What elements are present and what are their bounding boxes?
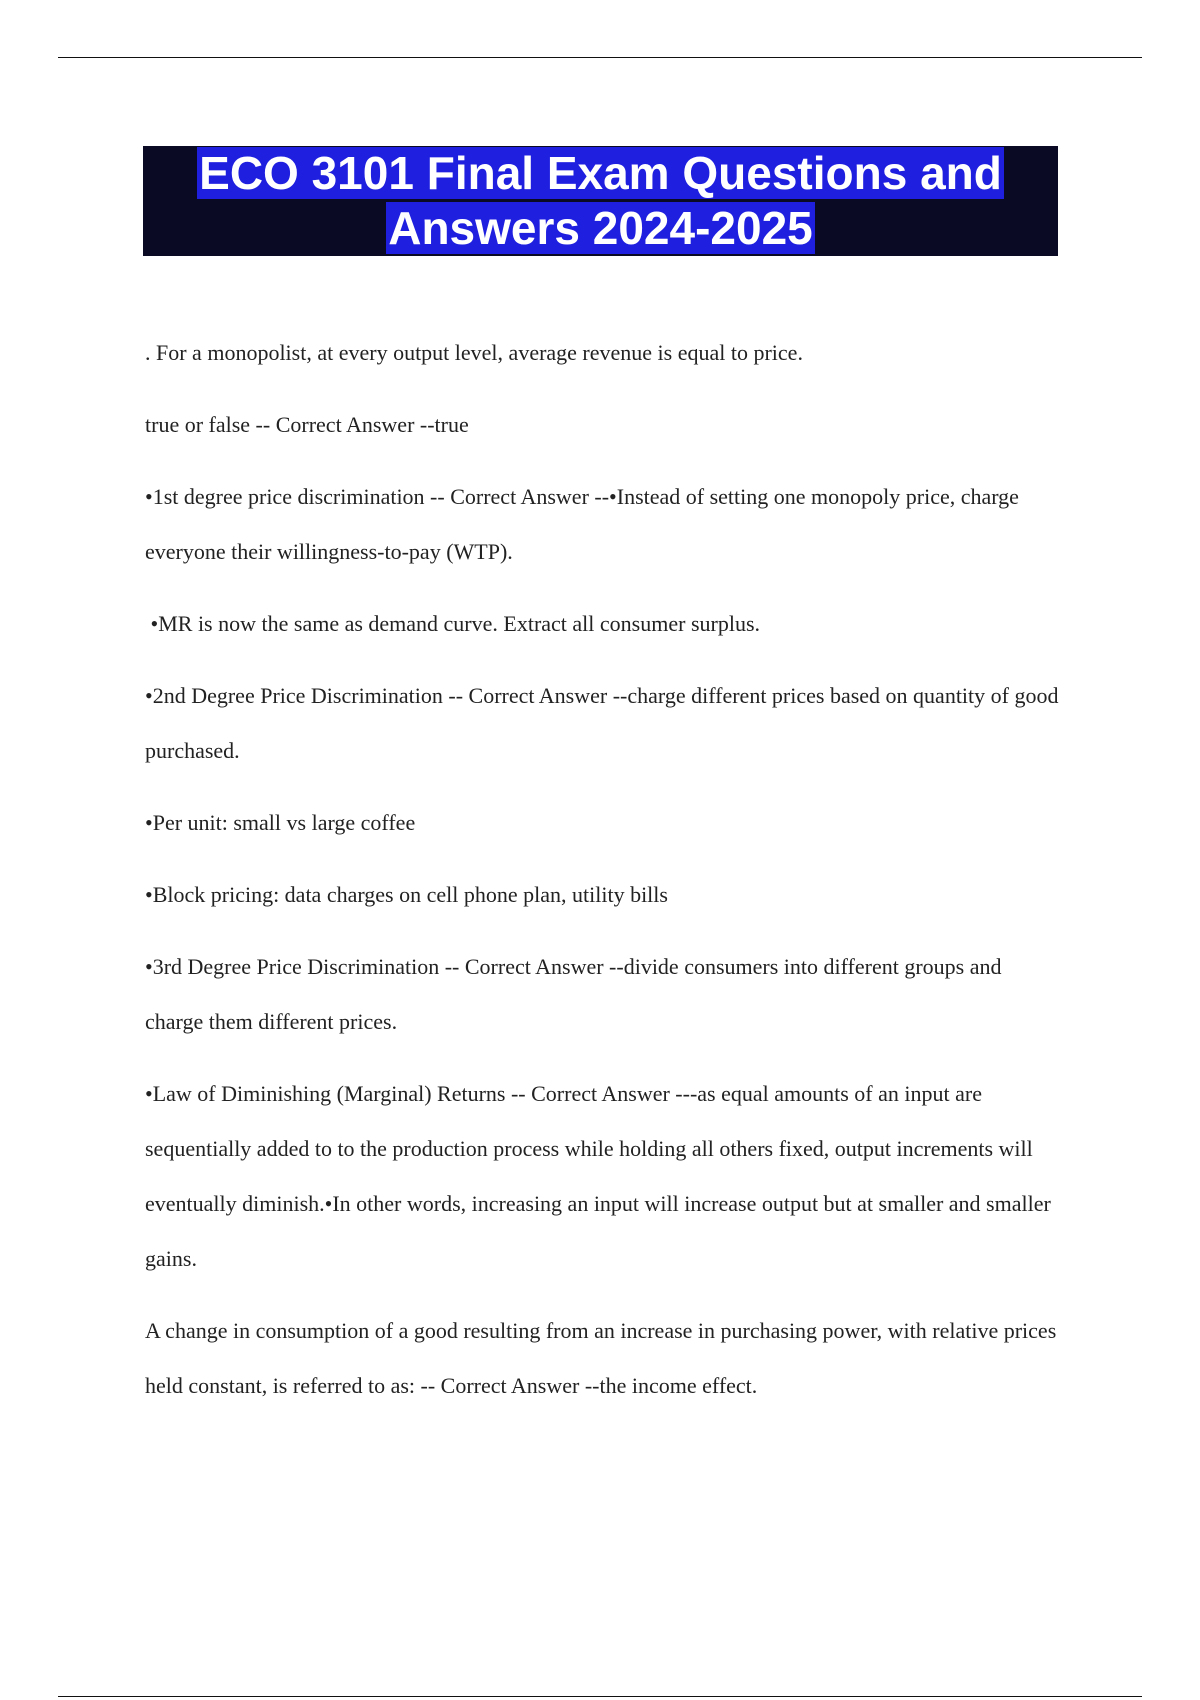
bottom-rule bbox=[58, 1696, 1142, 1697]
paragraph: A change in consumption of a good resulting from an increase in purchasing power, with relative prices held constant, is referred to as: -- Correct Answer --the income effect. bbox=[145, 1318, 1057, 1398]
paragraph: •2nd Degree Price Discrimination -- Correct Answer --charge different prices based on quantity of good purchased. bbox=[145, 683, 1059, 763]
paragraph: •MR is now the same as demand curve. Extract all consumer surplus. bbox=[145, 611, 761, 636]
title-line-2: Answers 2024-2025 bbox=[388, 202, 813, 254]
title-line-1: ECO 3101 Final Exam Questions and bbox=[199, 147, 1002, 199]
paragraph: •3rd Degree Price Discrimination -- Correct Answer --divide consumers into different groups and charge them different prices. bbox=[145, 954, 1002, 1034]
paragraph: •Law of Diminishing (Marginal) Returns -- Correct Answer ---as equal amounts of an input are sequentially added to to the production process while holding all others fixed, output increments will eventually diminish.•In other words, increasing an input will increase output but at smaller and smaller gains. bbox=[145, 1081, 1051, 1271]
paragraph: . For a monopolist, at every output level, average revenue is equal to price. bbox=[145, 340, 803, 365]
paragraph: •Per unit: small vs large coffee bbox=[145, 810, 416, 835]
paragraph: •Block pricing: data charges on cell phone plan, utility bills bbox=[145, 882, 668, 907]
paragraph: •1st degree price discrimination -- Correct Answer --•Instead of setting one monopoly price, charge everyone their willingness-to-pay (WTP). bbox=[145, 484, 1019, 564]
document-body bbox=[145, 325, 1065, 1430]
document-title-banner bbox=[143, 146, 1058, 256]
top-rule bbox=[58, 57, 1142, 58]
paragraph: true or false -- Correct Answer --true bbox=[145, 412, 469, 437]
